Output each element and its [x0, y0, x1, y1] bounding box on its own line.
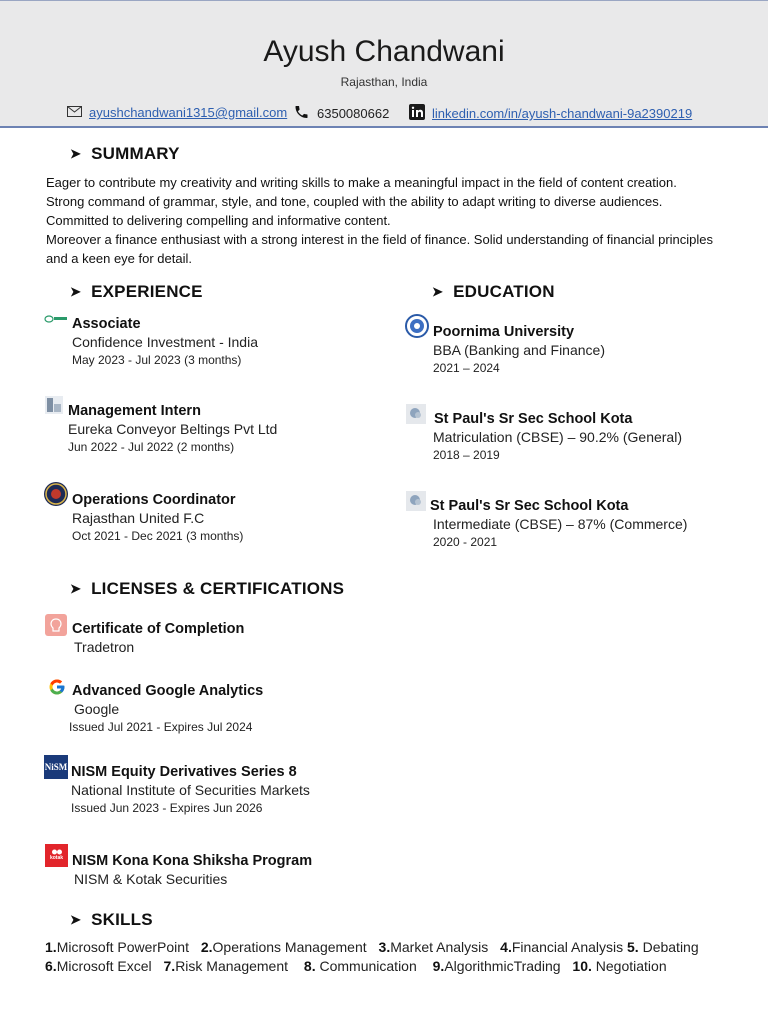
experience-entry [72, 316, 258, 367]
certification-date: Issued Jul 2021 - Expires Jul 2024 [69, 720, 253, 734]
education-entry [434, 411, 682, 462]
experience-company: Eureka Conveyor Beltings Pvt Ltd [68, 421, 278, 437]
arrow-bullet-icon: ➤ [70, 581, 82, 596]
nism-logo-icon: NiSM [44, 755, 68, 779]
experience-entry [72, 492, 243, 543]
candidate-name: Ayush Chandwani [263, 35, 505, 68]
education-date: 2021 – 2024 [433, 361, 500, 375]
skills-heading: ➤ SKILLS [70, 910, 153, 929]
experience-heading: ➤ EXPERIENCE [70, 282, 203, 301]
phone-number: 6350080662 [317, 106, 390, 121]
kotak-logo-icon: kotak [45, 844, 68, 867]
linkedin-link[interactable]: linkedin.com/in/ayush-chandwani-9a2390219 [432, 106, 693, 121]
poornima-logo-icon [405, 314, 429, 338]
certification-issuer: NISM & Kotak Securities [74, 871, 228, 887]
eureka-logo-icon [45, 396, 63, 414]
skill-item: 5. Debating [627, 939, 699, 955]
email-contact [67, 105, 287, 120]
summary-line: Moreover a finance enthusiast with a strong interest in the field of finance. Solid understanding of financial principles and a keen eye for detail. [46, 232, 713, 266]
certifications-heading: ➤ LICENSES & CERTIFICATIONS [70, 579, 345, 598]
education-date: 2020 - 2021 [433, 535, 498, 549]
certification-name: Certificate of Completion [72, 621, 245, 637]
school-logo-icon [406, 404, 426, 424]
certification-issuer: National Institute of Securities Markets [71, 782, 310, 798]
skills-row [45, 938, 707, 957]
education-entry [430, 498, 687, 549]
skill-item: 6.Microsoft Excel [45, 958, 152, 974]
arrow-bullet-icon: ➤ [70, 284, 82, 299]
skill-item: 7.Risk Management [163, 958, 289, 974]
skill-item: 1.Microsoft PowerPoint [45, 939, 189, 955]
skill-item: 2.Operations Management [200, 939, 367, 955]
experience-role: Management Intern [68, 403, 201, 419]
education-school: Poornima University [433, 324, 575, 340]
skills-row [45, 957, 707, 976]
certification-entry [71, 764, 310, 815]
experience-date: Jun 2022 - Jul 2022 (2 months) [68, 440, 235, 454]
certification-entry [72, 621, 244, 655]
certification-date: Issued Jun 2023 - Expires Jun 2026 [71, 801, 263, 815]
skill-item: 8. Communication [303, 958, 417, 974]
summary-line: Committed to delivering compelling and informative content. [46, 213, 391, 228]
rajasthan-united-logo-icon [44, 482, 68, 506]
certification-issuer: Tradetron [74, 639, 135, 655]
certification-entry [72, 853, 312, 887]
arrow-bullet-icon: ➤ [432, 284, 444, 299]
education-degree: Matriculation (CBSE) – 90.2% (General) [433, 429, 682, 445]
envelope-icon [67, 105, 82, 120]
arrow-bullet-icon: ➤ [70, 912, 82, 927]
certification-name: NISM Equity Derivatives Series 8 [71, 764, 297, 780]
certification-name: NISM Kona Kona Shiksha Program [72, 853, 313, 869]
certification-entry [69, 683, 264, 734]
skills-list [45, 938, 707, 976]
resume-header [0, 0, 768, 128]
certification-name: Advanced Google Analytics [72, 683, 264, 699]
education-entry [433, 324, 605, 375]
education-degree: BBA (Banking and Finance) [433, 342, 605, 358]
arrow-bullet-icon: ➤ [70, 146, 82, 161]
experience-company: Confidence Investment - India [72, 334, 258, 350]
experience-company: Rajasthan United F.C [72, 510, 205, 526]
experience-date: May 2023 - Jul 2023 (3 months) [72, 353, 242, 367]
education-heading: ➤ EDUCATION [432, 282, 555, 301]
google-logo-icon [47, 677, 66, 696]
school-logo-icon [406, 491, 426, 511]
skill-item: 4.Financial Analysis [500, 939, 624, 955]
education-school: St Paul's Sr Sec School Kota [434, 411, 633, 427]
tradetron-logo-icon [45, 614, 67, 636]
email-link[interactable]: ayushchandwani1315@gmail.com [89, 105, 288, 120]
linkedin-icon [409, 104, 425, 123]
skill-item: 10. Negotiation [572, 958, 667, 974]
candidate-location: Rajasthan, India [340, 75, 428, 89]
phone-contact [293, 104, 389, 123]
summary-line: Eager to contribute my creativity and writing skills to make a meaningful impact in the field of content creation. [46, 175, 677, 190]
experience-role: Associate [72, 316, 141, 332]
linkedin-contact [409, 104, 692, 123]
summary-text [46, 173, 736, 268]
education-degree: Intermediate (CBSE) – 87% (Commerce) [433, 516, 688, 532]
skill-item: 3.Market Analysis [378, 939, 489, 955]
summary-line: Strong command of grammar, style, and tone, coupled with the ability to adapt writing to diverse audiences. [46, 194, 663, 209]
education-school: St Paul's Sr Sec School Kota [430, 498, 629, 514]
experience-entry [68, 403, 277, 454]
confidence-logo-icon [44, 314, 68, 324]
certification-issuer: Google [74, 701, 120, 717]
summary-heading: ➤ SUMMARY [70, 144, 180, 163]
education-date: 2018 – 2019 [433, 448, 500, 462]
skill-item: 9.AlgorithmicTrading [432, 958, 561, 974]
experience-date: Oct 2021 - Dec 2021 (3 months) [72, 529, 244, 543]
experience-role: Operations Coordinator [72, 492, 236, 508]
phone-icon [293, 104, 310, 123]
